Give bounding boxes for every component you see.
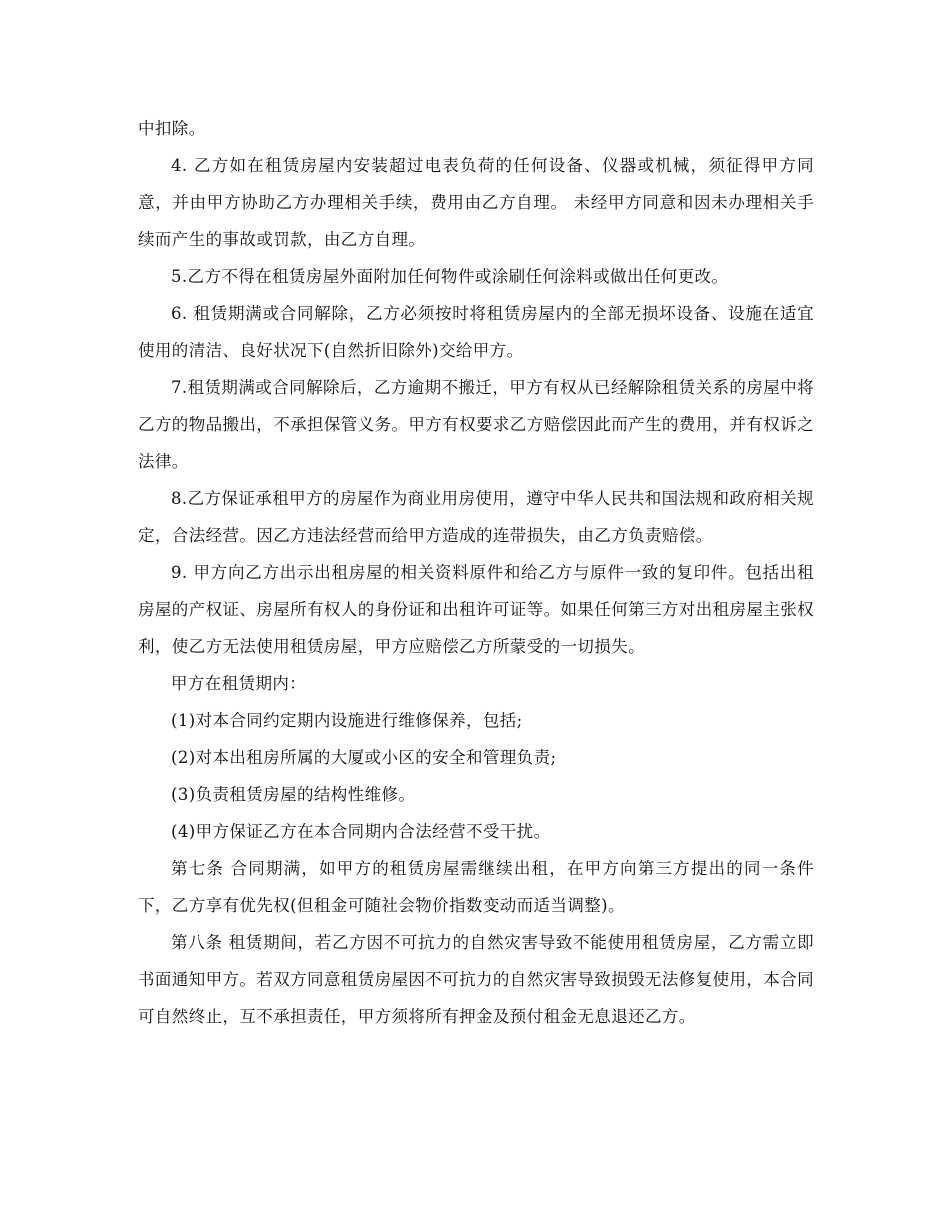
- article-8: 第八条 租赁期间，若乙方因不可抗力的自然灾害导致不能使用租赁房屋，乙方需立即书面通知甲方。若双方同意租赁房屋因不可抗力的自然灾害导致损毁无法修复使用，本合同可自然终止，互不承担责任，甲方须将所有押金及预付租金无息退还乙方。: [138, 933, 814, 1026]
- clause-6: 6. 租赁期满或合同解除，乙方必须按时将租赁房屋内的全部无损坏设备、设施在适宜使用的清洁、良好状况下(自然折旧除外)交给甲方。: [138, 304, 814, 360]
- landlord-duty-3: (3)负责租赁房屋的结构性维修。: [171, 785, 416, 804]
- clause-7: 7.租赁期满或合同解除后，乙方逾期不搬迁，甲方有权从已经解除租赁关系的房屋中将乙方的物品搬出，不承担保管义务。甲方有权要求乙方赔偿因此而产生的费用，并有权诉之法律。: [138, 378, 814, 471]
- article-7: 第七条 合同期满，如甲方的租赁房屋需继续出租，在甲方向第三方提出的同一条件下，乙方享有优先权(但租金可随社会物价指数变动而适当调整)。: [138, 859, 814, 915]
- landlord-duties-heading: 甲方在租赁期内：: [171, 674, 307, 693]
- paragraph-continuation: 中扣除。: [138, 119, 206, 138]
- clause-5: 5.乙方不得在租赁房屋外面附加任何物件或涂刷任何涂料或做出任何更改。: [171, 267, 729, 286]
- clause-4: 4. 乙方如在租赁房屋内安装超过电表负荷的任何设备、仪器或机械，须征得甲方同意，并由甲方协助乙方办理相关手续，费用由乙方自理。 未经甲方同意和因未办理相关手续而产生的事故或罚款，由乙方自理。: [138, 156, 814, 249]
- landlord-duty-4: (4)甲方保证乙方在本合同期内合法经营不受干扰。: [171, 822, 551, 841]
- clause-9: 9. 甲方向乙方出示出租房屋的相关资料原件和给乙方与原件一致的复印件。包括出租房屋的产权证、房屋所有权人的身份证和出租许可证等。如果任何第三方对出租房屋主张权利，使乙方无法使用租赁房屋，甲方应赔偿乙方所蒙受的一切损失。: [138, 563, 814, 656]
- landlord-duty-2: (2)对本出租房所属的大厦或小区的安全和管理负责;: [171, 748, 557, 767]
- landlord-duty-1: (1)对本合同约定期内设施进行维修保养，包括;: [171, 711, 523, 730]
- document-body: [138, 110, 814, 1035]
- clause-8: 8.乙方保证承租甲方的房屋作为商业用房使用，遵守中华人民共和国法规和政府相关规定，合法经营。因乙方违法经营而给甲方造成的连带损失，由乙方负责赔偿。: [138, 489, 814, 545]
